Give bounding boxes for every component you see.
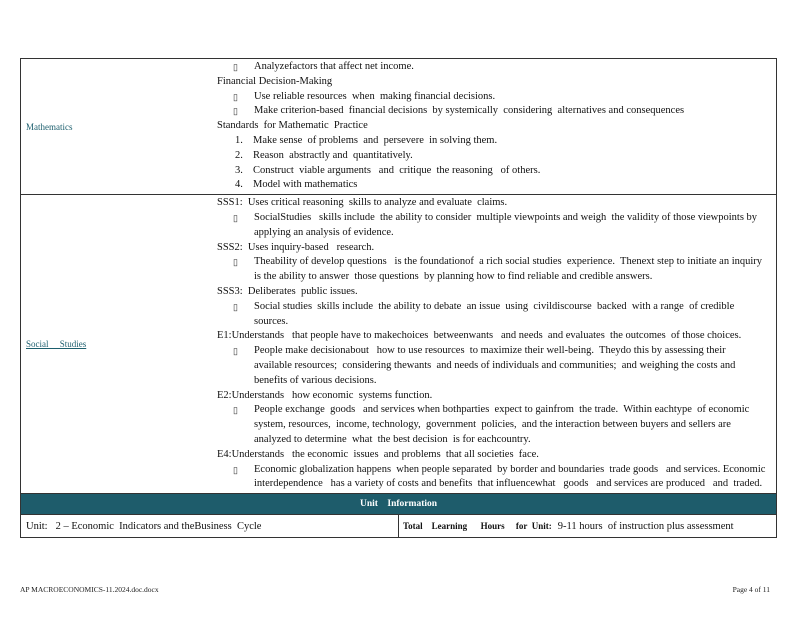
- item-number: 4.: [235, 179, 243, 191]
- item-text: Social studies skills include the ability to debate an issue using civildiscourse backed with a range of credible sources.: [254, 300, 737, 327]
- item-text: Economic globalization happens when people separated by border and boundaries trade goods and services. Economic interdependence has a variety of costs and benefits that influencewhat goods and services are produced and traded.: [254, 463, 769, 490]
- bullet-icon: ▯: [233, 346, 238, 357]
- social-heading: E1:Understands that people have to makechoices betweenwants and needs and evaluates the outcomes of those choices.: [217, 330, 742, 342]
- hours-value: 9-11 hours of instruction plus assessment: [557, 520, 734, 532]
- item-text: SocialStudies skills include the ability to consider multiple viewpoints and weigh the validity of those viewpoints by applying an analysis of evidence.: [254, 211, 760, 238]
- item-number: 1.: [235, 134, 243, 146]
- unit-value: 2 – Economic Indicators and theBusiness Cycle: [55, 520, 262, 532]
- item-text: Reason abstractly and quantitatively.: [253, 149, 413, 161]
- social-heading: E2:Understands how economic systems function.: [217, 389, 433, 401]
- bullet-item: [217, 211, 766, 241]
- item-text: Analyzefactors that affect net income.: [254, 61, 414, 72]
- unit-information-title: Unit Information: [359, 499, 438, 510]
- bullet-item: [217, 255, 766, 285]
- math-subject-label: Mathematics: [26, 121, 73, 132]
- social-subject-label: Social Studies: [26, 339, 87, 350]
- social-heading: SSS1: Uses critical reasoning skills to analyze and evaluate claims.: [217, 197, 508, 209]
- bullet-icon: ▯: [233, 91, 238, 102]
- item-text: Make sense of problems and persevere in solving them.: [253, 134, 498, 146]
- math-subject-cell: [21, 59, 213, 194]
- hours-label: Total Learning Hours for Unit:: [403, 521, 552, 532]
- bullet-item: [217, 403, 766, 447]
- item-text: Make criterion-based financial decisions by systemically considering alternatives and consequences: [254, 105, 685, 117]
- item-text: Theability of develop questions is the foundationof a rich social studies experience. Thenext step to initiate an inquiry is the ability to answer those questions by planning how to find reliable and credible answers.: [254, 256, 765, 283]
- item-number: 2.: [235, 149, 243, 161]
- bullet-icon: ▯: [233, 62, 238, 72]
- item-text: People exchange goods and services when bothparties expect to gainfrom the trade. Within eachtype of economic system, resources, income, technology, government policies, and the interaction between buyers and sellers are analyzed to determine what the best decision is for eachcountry.: [254, 404, 752, 445]
- bullet-item: [217, 463, 769, 493]
- unit-hours-cell: [399, 515, 776, 537]
- item-text: Model with mathematics: [253, 179, 358, 191]
- bullet-icon: ▯: [233, 464, 238, 475]
- math-content-cell: [213, 59, 776, 194]
- numbered-item: [217, 149, 766, 164]
- unit-label: Unit:: [26, 520, 48, 532]
- numbered-item: [217, 134, 766, 149]
- social-content-cell: [213, 195, 776, 493]
- unit-row: [21, 515, 776, 537]
- item-text: Construct viable arguments and critique the reasoning of others.: [253, 164, 541, 176]
- social-row: [21, 195, 776, 494]
- social-heading: SSS3: Deliberates public issues.: [217, 285, 358, 297]
- footer-filename: AP MACROECONOMICS-11.2024.doc.docx: [20, 585, 159, 594]
- social-heading: E4:Understands the economic issues and problems that all societies face.: [217, 448, 539, 460]
- bullet-item: [217, 90, 766, 105]
- curriculum-table: [20, 58, 777, 538]
- social-heading: SSS2: Uses inquiry-based research.: [217, 241, 375, 253]
- math-heading: Financial Decision-Making: [217, 75, 333, 87]
- math-heading: Standards for Mathematic Practice: [217, 120, 368, 132]
- unit-name-cell: [21, 515, 399, 537]
- bullet-icon: ▯: [233, 212, 238, 223]
- bullet-icon: ▯: [233, 405, 238, 416]
- bullet-icon: ▯: [233, 106, 238, 117]
- item-text: Use reliable resources when making financial decisions.: [254, 90, 496, 102]
- bullet-item: [217, 344, 766, 388]
- footer-page-number: Page 4 of 11: [732, 585, 770, 594]
- item-text: People make decisionabout how to use resources to maximize their well-being. Theydo this by assessing their available resources; considering thewants and needs of individuals and communities; and weighing the costs and benefits of various decisions.: [254, 345, 739, 386]
- bullet-item: [217, 104, 766, 119]
- bullet-item: [217, 300, 766, 330]
- bullet-icon: ▯: [233, 257, 238, 268]
- unit-information-header: [21, 494, 776, 515]
- numbered-item: [217, 178, 766, 193]
- bullet-icon: ▯: [233, 301, 238, 312]
- item-number: 3.: [235, 164, 243, 176]
- numbered-item: [217, 164, 766, 179]
- bullet-item: [217, 60, 766, 75]
- math-row: [21, 59, 776, 195]
- social-subject-cell: [21, 195, 213, 493]
